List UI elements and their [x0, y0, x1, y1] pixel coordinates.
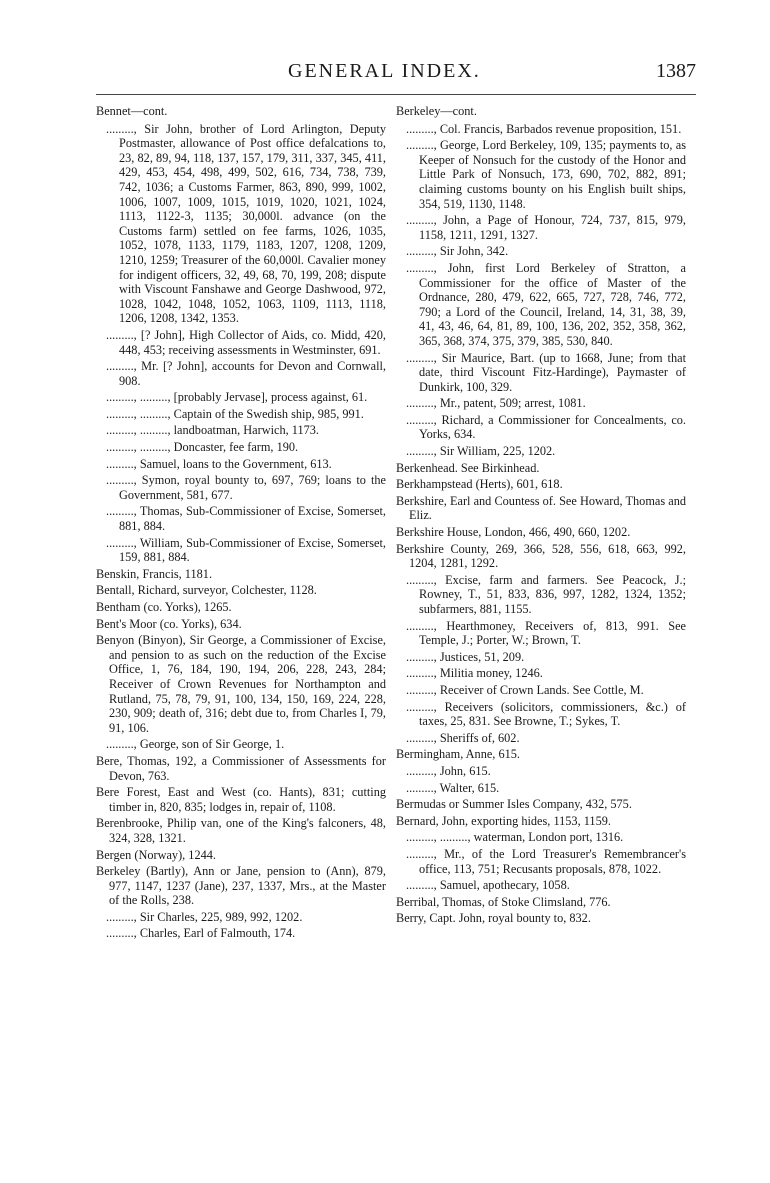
index-entry: ........., Sheriffs of, 602.	[406, 730, 520, 745]
index-entry: ........., ........., [probably Jervase], process against, 61.	[106, 390, 368, 405]
index-entry: ........., Thomas, Sub-Commissioner of Excise, Somerset, 881, 884.	[106, 504, 386, 534]
index-entry: ........., ........., waterman, London port, 1316.	[406, 830, 624, 845]
page-header	[96, 60, 696, 90]
index-entry: Bermingham, Anne, 615.	[396, 747, 520, 762]
index-entry: ........., Excise, farm and farmers. See Peacock, J.; Rowney, T., 51, 833, 836, 997, 1282, 1324, 1352; subfarmers, 881, 1155.	[406, 572, 686, 616]
index-entry: Benyon (Binyon), Sir George, a Commissioner of Excise, and pension to as such on the reduction of the Excise Office, 1, 76, 184, 190, 194, 206, 228, 243, 284; Receiver of Crown Revenues for Northampton and Rutland, 75, 78, 79, 91, 100, 134, 150, 169, 224, 228, 230, 909; death of, 316; debt due to, from Charles I, 79, 91, 106.	[96, 633, 386, 735]
index-entry: ........., Mr. [? John], accounts for Devon and Cornwall, 908.	[106, 359, 386, 388]
index-entry: ........., Sir Charles, 225, 989, 992, 1202.	[106, 909, 303, 924]
index-entry: ........., Charles, Earl of Falmouth, 174.	[106, 926, 296, 941]
index-entry: Bergen (Norway), 1244.	[96, 847, 216, 862]
index-entry: ........., Symon, royal bounty to, 697, 769; loans to the Government, 581, 677.	[106, 473, 386, 502]
index-entry: Berribal, Thomas, of Stoke Climsland, 776.	[396, 894, 611, 909]
index-entry: Berenbrooke, Philip van, one of the King's falconers, 48, 324, 328, 1321.	[96, 816, 386, 845]
index-entry: Berkshire, Earl and Countess of. See Howard, Thomas and Eliz.	[396, 493, 686, 523]
index-entry: ........., ........., Doncaster, fee farm, 190.	[106, 440, 299, 455]
index-entry: ........., Samuel, apothecary, 1058.	[406, 878, 570, 893]
index-entry: ........., Samuel, loans to the Government, 613.	[106, 456, 332, 471]
index-entry: ........., Justices, 51, 209.	[406, 649, 525, 664]
index-entry: ........., Walter, 615.	[406, 780, 500, 795]
running-title: GENERAL INDEX.	[288, 60, 481, 82]
index-entry: Berkhampstead (Herts), 601, 618.	[396, 477, 563, 492]
index-entry: Bermudas or Summer Isles Company, 432, 575.	[396, 797, 632, 812]
index-entry: ........., John, 615.	[406, 763, 491, 778]
index-entry: Bentham (co. Yorks), 1265.	[96, 600, 232, 614]
index-entry: Bent's Moor (co. Yorks), 634.	[96, 616, 242, 631]
index-entry: ........., ........., Captain of the Swedish ship, 985, 991.	[106, 406, 364, 421]
index-entry: ........., [? John], High Collector of Aids, co. Midd, 420, 448, 453; receiving assessments in Westminster, 691.	[106, 327, 386, 357]
index-entry: ........., Receivers (solicitors, commissioners, &c.) of taxes, 25, 831. See Browne, T.; Sykes, T.	[406, 699, 686, 729]
page-number: 1387	[656, 60, 696, 82]
index-entries	[96, 122, 386, 941]
index-entry: ........., Sir John, brother of Lord Arlington, Deputy Postmaster, allowance of Post office defalcations to, 23, 82, 89, 94, 118, 137, 157, 179, 311, 337, 345, 411, 429, 453, 454, 498, 499, 502, 616, 734, 738, 739, 742, 1036; a Customs Farmer, 863, 890, 999, 1002, 1006, 1007, 1009, 1015, 1019, 1020, 1021, 1024, 1113, 1122-3, 1135; 30,000l. advance (on the Customs farm) settled on fee farms, 1026, 1035, 1052, 1078, 1133, 1179, 1183, 1207, 1208, 1209, 1210, 1259; Treasurer of the 60,000l. Cavalier money for indigent officers, 32, 49, 68, 70, 199, 208; dispute with Viscount Fanshawe and George Dashwood, 972, 1028, 1042, 1048, 1052, 1063, 1109, 1113, 1118, 1206, 1208, 1342, 1353.	[106, 121, 386, 326]
index-entry: Bernard, John, exporting hides, 1153, 1159.	[396, 813, 611, 828]
index-entry: ........., George, Lord Berkeley, 109, 135; payments to, as Keeper of Nonsuch for the custody of the Honor and Little Park of Nonsuch, 173, 690, 702, 882, 891; claiming customs bounty on his English built ships, 354, 519, 1130, 1148.	[406, 138, 686, 211]
index-entry: Berkshire House, London, 466, 490, 660, 1202.	[396, 525, 631, 540]
index-entry: ........., Hearthmoney, Receivers of, 813, 991. See Temple, J.; Porter, W.; Brown, T.	[406, 618, 686, 648]
column-continuation-head: Bennet—cont.	[96, 104, 168, 118]
index-entry: ........., Receiver of Crown Lands. See Cottle, M.	[406, 682, 644, 697]
index-entry: Berry, Capt. John, royal bounty to, 832.	[396, 911, 591, 926]
left-column	[96, 104, 386, 943]
index-entry: ........., Mr., patent, 509; arrest, 1081.	[406, 396, 586, 411]
index-entry: Berkeley (Bartly), Ann or Jane, pension to (Ann), 879, 977, 1147, 1237 (Jane), 237, 1337, Mrs., at the Master of the Rolls, 238.	[96, 864, 386, 908]
header-rule	[96, 94, 696, 95]
index-entry: ........., Sir William, 225, 1202.	[406, 444, 556, 459]
index-entry: Berkenhead. See Birkinhead.	[396, 460, 540, 475]
index-entry: ........., Col. Francis, Barbados revenue proposition, 151.	[406, 121, 682, 136]
index-entry: ........., ........., landboatman, Harwich, 1173.	[106, 423, 319, 438]
index-entries	[396, 122, 686, 926]
index-entry: ........., John, a Page of Honour, 724, 737, 815, 979, 1158, 1211, 1291, 1327.	[406, 213, 686, 242]
index-entry: Benskin, Francis, 1181.	[96, 566, 213, 581]
index-entry: ........., George, son of Sir George, 1.	[106, 737, 285, 752]
index-entry: Bere Forest, East and West (co. Hants), 831; cutting timber in, 820, 835; lodges in, repair of, 1108.	[96, 785, 386, 814]
index-entry: ........., Mr., of the Lord Treasurer's Remembrancer's office, 113, 751; Recusants proposals, 878, 1022.	[406, 846, 686, 876]
index-entry: Bentall, Richard, surveyor, Colchester, 1128.	[96, 583, 317, 598]
index-entry: ........., Sir Maurice, Bart. (up to 1668, June; from that date, third Viscount Fitz-Hardinge), Paymaster of Dunkirk, 100, 329.	[406, 350, 686, 394]
index-entry: ........., William, Sub-Commissioner of Excise, Somerset, 159, 881, 884.	[106, 535, 386, 565]
index-entry: ........., Militia money, 1246.	[406, 666, 543, 681]
index-entry: Berkshire County, 269, 366, 528, 556, 618, 663, 992, 1204, 1281, 1292.	[396, 541, 686, 571]
index-entry: ........., Richard, a Commissioner for Concealments, co. Yorks, 634.	[406, 412, 686, 442]
index-entry: ........., John, first Lord Berkeley of Stratton, a Commissioner for the office of Master of the Ordnance, 280, 479, 622, 665, 727, 728, 746, 772, 790; a Lord of the Council, Ireland, 14, 31, 38, 39, 41, 43, 46, 64, 81, 89, 100, 136, 202, 352, 358, 362, 365, 368, 374, 375, 379, 385, 530, 840.	[406, 260, 686, 348]
column-continuation-head: Berkeley—cont.	[396, 104, 477, 118]
right-column	[396, 104, 686, 928]
index-entry: Bere, Thomas, 192, a Commissioner of Assessments for Devon, 763.	[96, 753, 386, 783]
index-entry: ........., Sir John, 342.	[406, 244, 509, 259]
